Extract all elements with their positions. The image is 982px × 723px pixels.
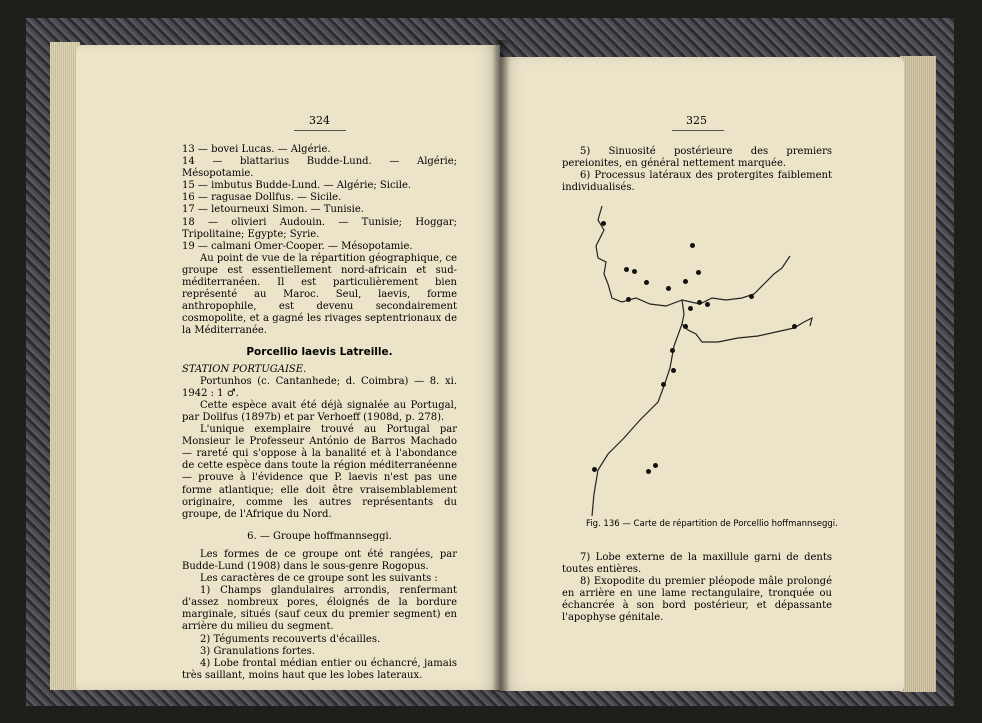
character-item-4: 4) Lobe frontal médian entier ou échancré, jamais très saillant, moins haut que les lobes lateraux. (182, 657, 457, 681)
right-page-bottom-text (562, 552, 832, 625)
right-page-edges (900, 56, 936, 692)
character-item-3: 3) Granulations fortes. (200, 645, 315, 657)
locality-dot (644, 280, 649, 285)
page-number-rule-right (672, 130, 724, 131)
locality-dot (792, 324, 797, 329)
species-line-18: 18 — olivieri Audouin. — Tunisie; Hoggar; Tripolitaine; Egypte; Syrie. (182, 216, 457, 240)
locality-dot (671, 368, 676, 373)
species-paragraph: Cette espèce avait été déjà signalée au Portugal, par Dollfus (1897b) et par Verhoeff (1908d, p. 278). (182, 399, 457, 423)
locality-dot (592, 467, 597, 472)
locality-dot (697, 300, 702, 305)
character-item-5: 5) Sinuosité postérieure des premiers pereionites, en général nettement marquée. (562, 146, 832, 170)
figure-caption: Fig. 136 — Carte de répartition de Porcellio hoffmannseggi. (586, 519, 838, 529)
locality-dot (666, 286, 671, 291)
species-line-16: 16 — ragusae Dollfus. — Sicile. (182, 192, 342, 204)
locality-dot (688, 306, 693, 311)
character-item-1: 1) Champs glandulaires arrondis, renfermant d'assez nombreux pores, éloignés de la bordure marginale, situés (sauf ceux du premier segment) en arrière du milieu du segment. (182, 585, 457, 633)
locality-dot (626, 297, 631, 302)
group-heading: 6. — Groupe hoffmannseggi. (247, 530, 392, 542)
locality-dot (653, 463, 658, 468)
characters-intro: Les caractères de ce groupe sont les suivants : (200, 573, 438, 585)
left-page-text (182, 144, 457, 682)
group-paragraph: Les formes de ce groupe ont été rangées, par Budde-Lund (1908) dans le sous-genre Rogopus. (182, 548, 457, 572)
right-page-top-text (562, 146, 832, 194)
locality-dot (661, 382, 666, 387)
locality-dot (683, 279, 688, 284)
page-number-rule-left (294, 130, 346, 131)
river-line (682, 300, 812, 342)
character-item-6: 6) Processus latéraux des protergites faiblement individualisés. (562, 170, 832, 194)
locality-dot (705, 302, 710, 307)
locality-dot (624, 267, 629, 272)
station-heading: STATION PORTUGAISE. (182, 363, 307, 375)
locality-dot (632, 269, 637, 274)
northern-border-line (596, 206, 790, 306)
unique-specimen-paragraph: L'unique exemplaire trouvé au Portugal par Monsieur le Professeur António de Barros Machado — rareté qui s'oppose à la banalité et à l'abondance de cette espèce dans toute la région méditerranéenne — prouve à l'évidence que P. laevis n'est pas une forme atlantique; elle doit être vraisemblablement originaire, comme les autres représentants du groupe, de l'Afrique du Nord. (182, 424, 457, 520)
species-line-17: 17 — letourneuxi Simon. — Tunisie. (182, 204, 364, 216)
character-item-2: 2) Téguments recouverts d'écailles. (200, 633, 381, 645)
locality-dot (601, 221, 606, 226)
locality-dot (749, 294, 754, 299)
locality-dot (696, 270, 701, 275)
page-number-left: 324 (309, 114, 330, 127)
locality-dot (683, 324, 688, 329)
character-item-8: 8) Exopodite du premier pléopode mâle prolongé en arrière en une lame rectangulaire, tronquée ou échancrée à son bord postérieur, et dépassante l'apophyse génitale. (562, 576, 832, 624)
species-line-13: 13 — bovei Lucas. — Algérie. (182, 144, 331, 155)
species-line-19: 19 — calmani Omer-Cooper. — Mésopotamie. (182, 240, 413, 252)
locality-dot (690, 243, 695, 248)
species-heading: Porcellio laevis Latreille. (246, 345, 393, 358)
species-line-15: 15 — imbutus Budde-Lund. — Algérie; Sicile. (182, 180, 412, 192)
locality-dot (670, 348, 675, 353)
distribution-paragraph: Au point de vue de la répartition géographique, ce groupe est essentiellement nord-africain et sud-méditerranéen. Il est particulièrement bien représenté au Maroc. Seul, laevis, forme anthropophile, est devenu secondairement cosmopolite, et a gagné les rivages septentrionaux de la Méditerranée. (182, 252, 457, 337)
station-text: Portunhos (c. Cantanhede; d. Coimbra) — 8. xi. 1942 : 1 ♂. (182, 375, 457, 399)
page-number-right: 325 (686, 114, 707, 127)
distribution-map (578, 198, 818, 523)
coastline (592, 324, 682, 516)
character-item-7: 7) Lobe externe de la maxillule garni de dents toutes entières. (562, 552, 832, 576)
locality-dot (646, 469, 651, 474)
species-line-14: 14 — blattarius Budde-Lund. — Algérie; Mésopotamie. (182, 156, 457, 180)
book-gutter (492, 40, 510, 692)
